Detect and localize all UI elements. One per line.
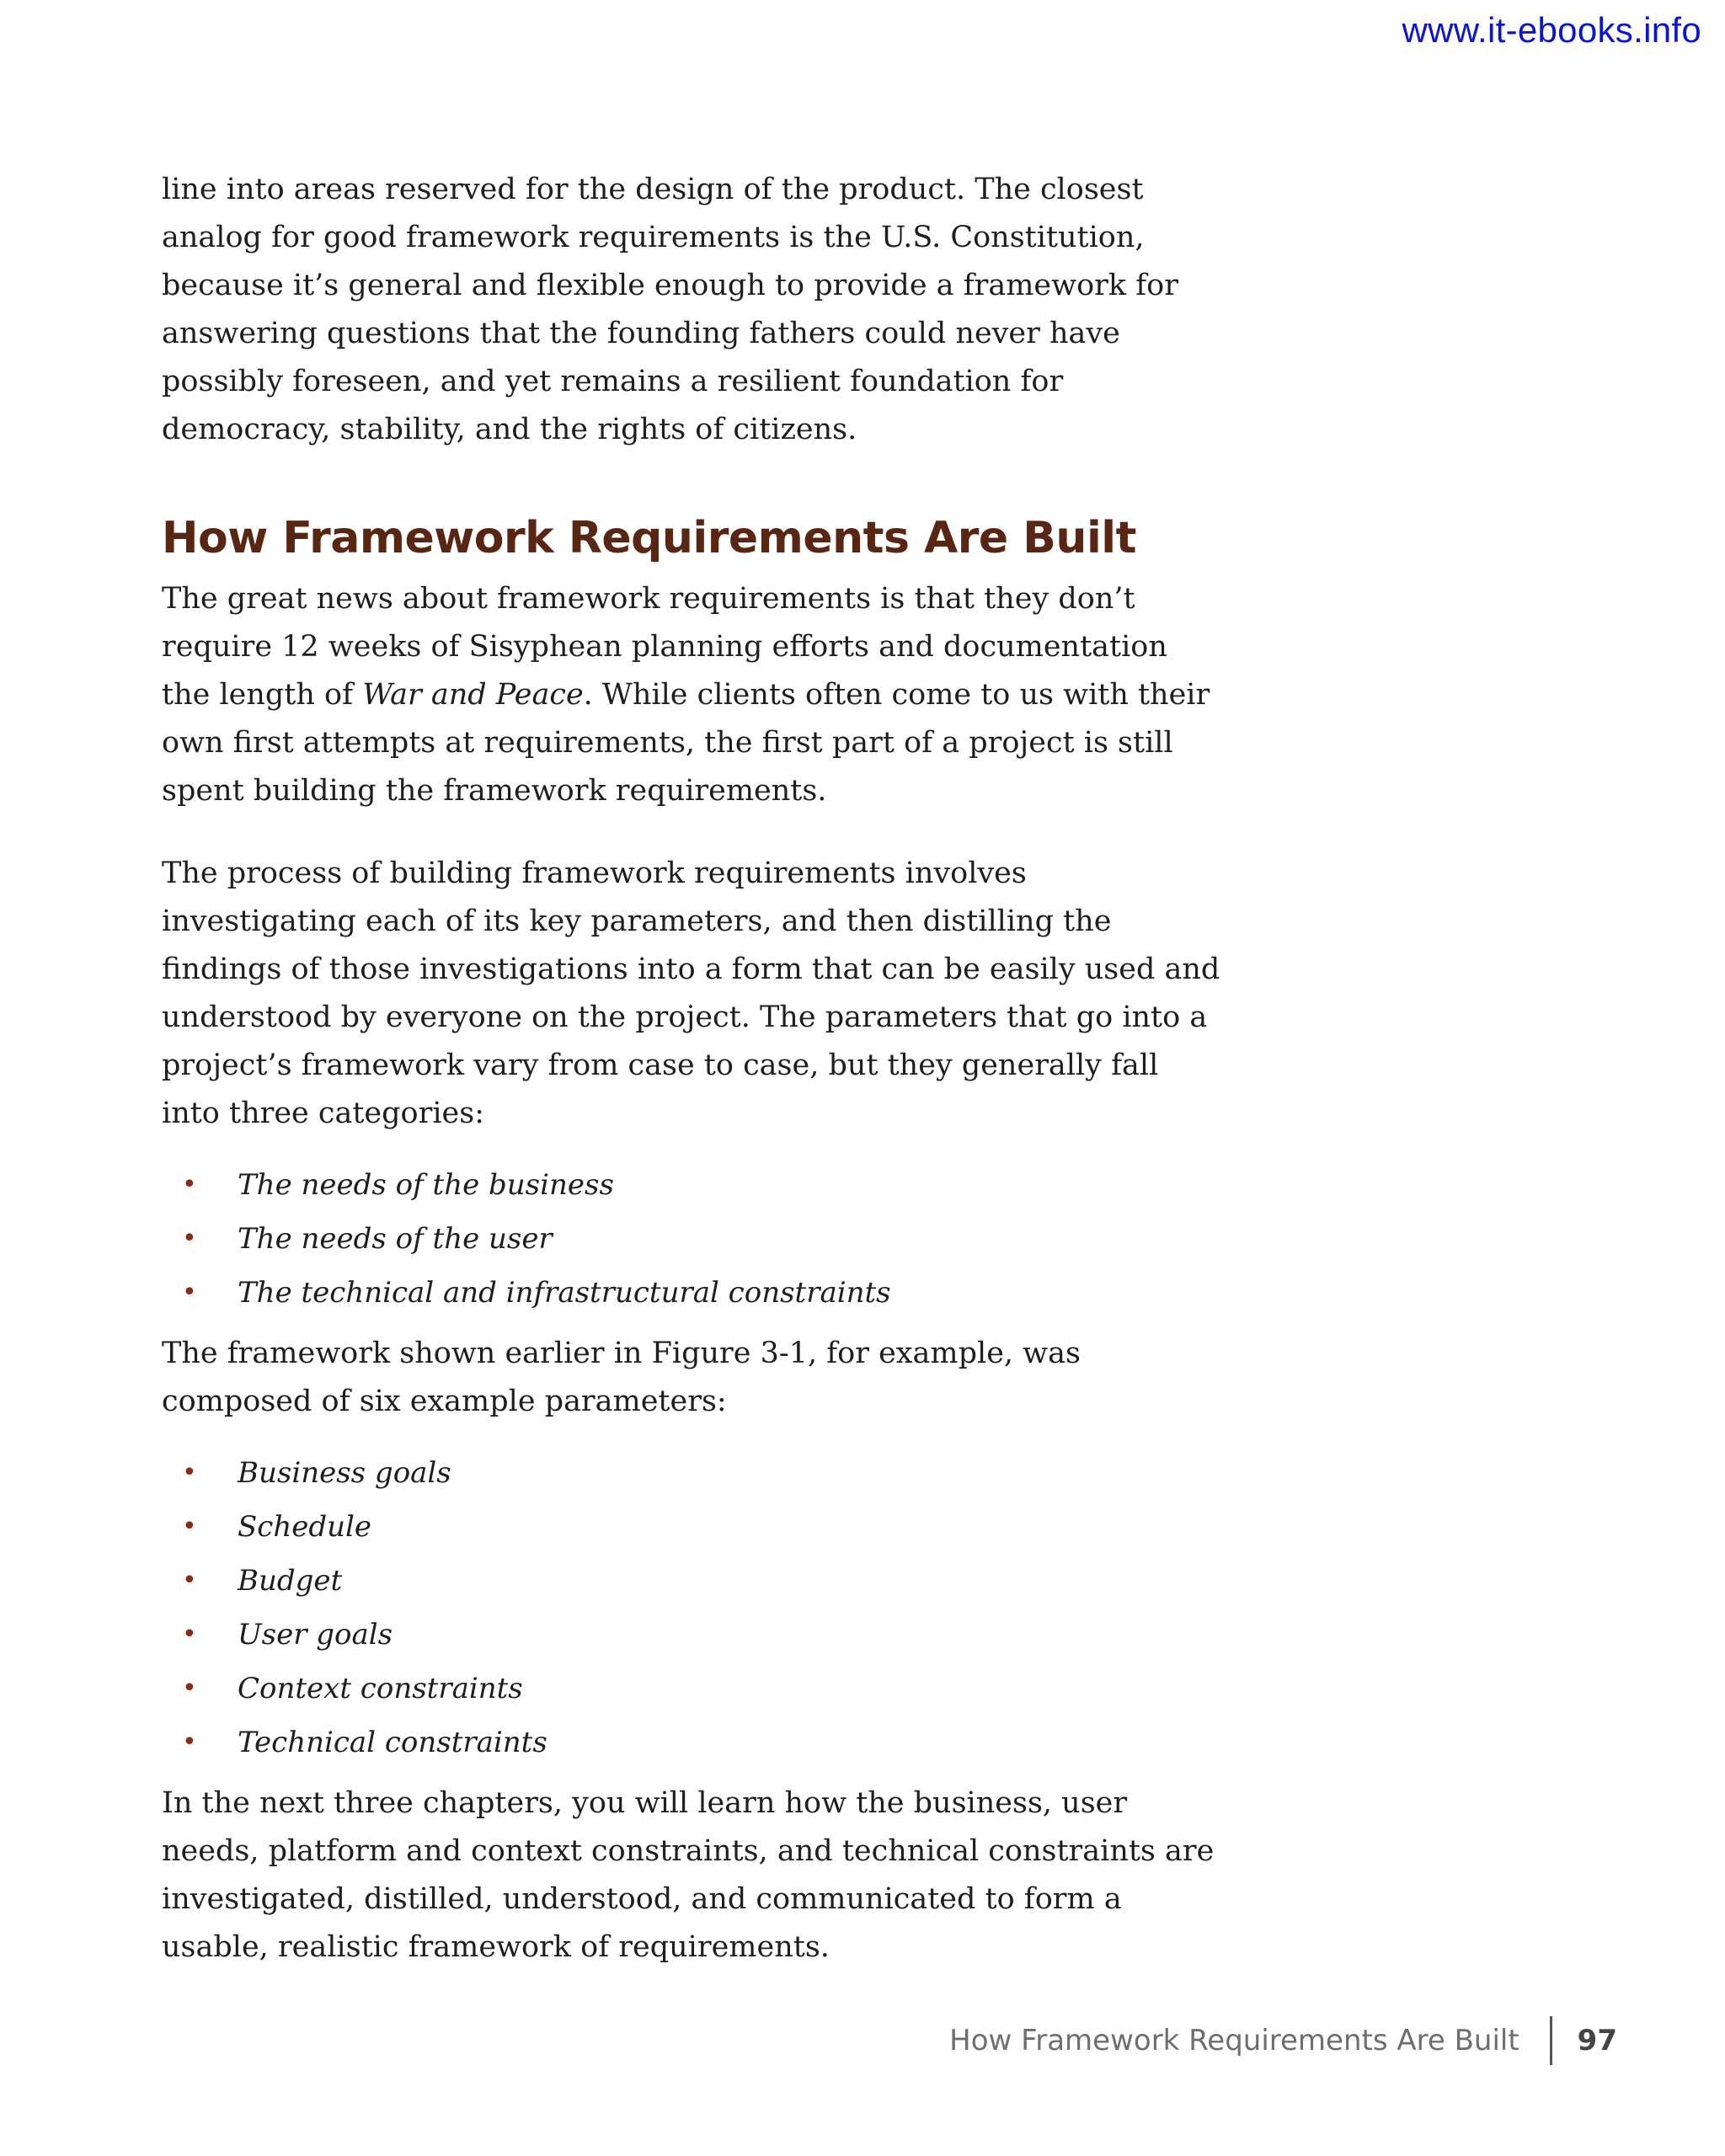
paragraph-next-chapters: In the next three chapters, you will learn how the business, user needs, platform and context constraints, and technical constraints are investigated, distilled, understood, and communicated to form a usable, realistic framework of requirements.: [162, 1786, 1215, 1964]
list-item: [162, 1212, 1223, 1266]
list-item-text: Budget: [238, 1564, 343, 1598]
paragraph-great-news-text-2: . While clients often come to us with their own first attempts at requirements, the first part of a project is still spent building the framework requirements.: [162, 678, 1210, 808]
list-item: [162, 1716, 1223, 1769]
bullet-icon: •: [182, 1727, 197, 1757]
bullet-icon: •: [182, 1278, 197, 1307]
bullet-icon: •: [182, 1620, 197, 1649]
page-number: 97: [1577, 2024, 1617, 2057]
list-item-text: Business goals: [238, 1456, 451, 1490]
footer-divider: [1550, 2016, 1552, 2065]
bullet-icon: •: [182, 1566, 197, 1595]
page-footer: [949, 2011, 1617, 2070]
running-footer-title: How Framework Requirements Are Built: [949, 2024, 1519, 2057]
bullet-icon: •: [182, 1512, 197, 1541]
list-item-text: Context constraints: [238, 1672, 523, 1705]
list-item: [162, 1446, 1223, 1500]
list-item: [162, 1554, 1223, 1608]
list-item-text: Schedule: [238, 1510, 372, 1544]
list-item-text: The needs of the user: [238, 1222, 553, 1256]
list-item: [162, 1158, 1223, 1212]
list-item: [162, 1266, 1223, 1320]
book-title-war-and-peace: War and Peace: [362, 678, 584, 712]
section-heading: How Framework Requirements Are Built: [162, 513, 1136, 563]
list-item: [162, 1662, 1223, 1716]
categories-list: [162, 1158, 1223, 1320]
list-item: [162, 1500, 1223, 1554]
list-item-text: Technical constraints: [238, 1726, 547, 1759]
list-item-text: User goals: [238, 1618, 393, 1652]
paragraph-great-news-text-1: The great news about framework requirements is that they don’t require 12 weeks of Sisyphean planning efforts and documentation the length of: [162, 582, 1167, 712]
parameters-list: [162, 1446, 1223, 1769]
paragraph-great-news: [162, 575, 1223, 815]
page-body: [162, 166, 1223, 1972]
list-item: [162, 1608, 1223, 1662]
watermark-link[interactable]: www.it-ebooks.info: [1402, 10, 1701, 50]
bullet-icon: •: [182, 1170, 197, 1199]
bullet-icon: •: [182, 1673, 197, 1703]
list-item-text: The technical and infrastructural constraints: [238, 1276, 891, 1310]
list-item-text: The needs of the business: [238, 1168, 614, 1202]
paragraph-process: The process of building framework requirements involves investigating each of its key parameters, and then distilling the findings of those investigations into a form that can be easily used and understood by everyone on the project. The parameters that go into a project’s framework vary from case to case, but they generally fall into three categories:: [162, 857, 1220, 1130]
paragraph-intro: line into areas reserved for the design of the product. The closest analog for good framework requirements is the U.S. Constitution, because it’s general and flexible enough to provide a framework for answering questions that the founding fathers could never have possibly foreseen, and yet remains a resilient foundation for democracy, stability, and the rights of citizens.: [162, 173, 1178, 446]
bullet-icon: •: [182, 1224, 197, 1253]
paragraph-example-parameters: The framework shown earlier in Figure 3-1, for example, was composed of six example parameters:: [162, 1337, 1081, 1418]
bullet-icon: •: [182, 1458, 197, 1487]
